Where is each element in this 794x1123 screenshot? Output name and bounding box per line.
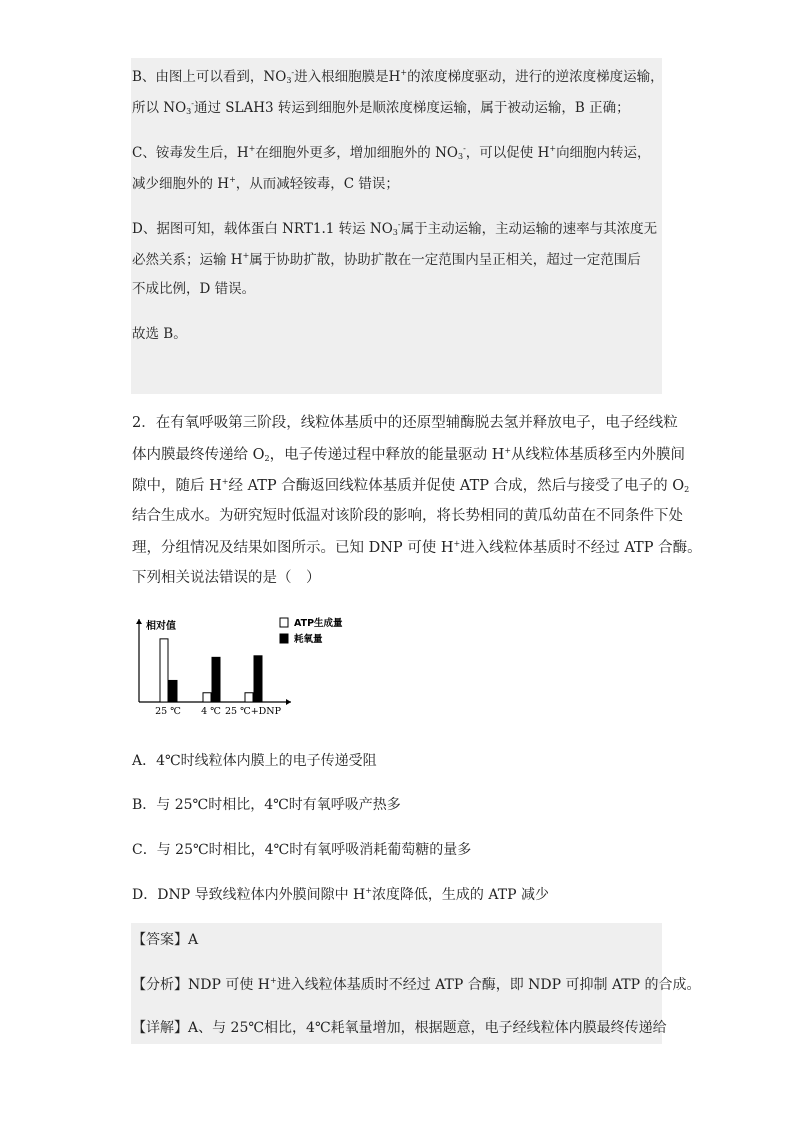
bar-2-3 — [254, 656, 262, 702]
answer-line-3: 【详解】A、与 25℃相比，4℃耗氧量增加，根据题意，电子经线粒体内膜最终传递给 — [132, 1020, 667, 1036]
explanation-line-3: C、铵毒发生后，H+在细胞外更多，增加细胞外的 $NO_3^-$，可以促使 H+向细胞内转运， — [132, 144, 651, 161]
y-axis-arrow — [136, 619, 142, 624]
option-2: B．与 25℃时相比，4℃时有氧呼吸产热多 — [132, 797, 401, 813]
answer-line-1: 【答案】A — [132, 932, 199, 948]
legend-swatch-1 — [280, 618, 288, 627]
explanation-line-5: D、据图可知，载体蛋白 NRT1.1 转运 $NO_3^-$属于主动运输，主动运输的速率与其浓度无 — [132, 220, 658, 237]
question-line-3: 隙中，随后 H+经 ATP 合酶返回线粒体基质并促使 ATP 合成，然后与接受了电子的 $O_2$ — [132, 477, 690, 494]
explanation-line-2: 所以 $NO_3^-$通过 SLAH3 转运到细胞外是顺浓度梯度运输，属于被动运输，B 正确； — [132, 99, 630, 116]
explanation-line-7: 不成比例，D 错误。 — [132, 281, 256, 297]
bar-1-1 — [160, 639, 168, 702]
option-3: C．与 25℃时相比，4℃时有氧呼吸消耗葡萄糖的量多 — [132, 842, 472, 858]
legend-swatch-2 — [280, 634, 288, 643]
x-axis-arrow — [286, 699, 291, 705]
x-tick-label-3: 25 ℃+DNP — [224, 706, 282, 717]
option-1: A．4℃时线粒体内膜上的电子传递受阻 — [132, 753, 377, 769]
answer-line-2: 【分析】NDP 可使 H+进入线粒体基质时不经过 ATP 合酶，即 NDP 可抑制 ATP 的合成。 — [132, 976, 701, 993]
explanation-line-4: 减少细胞外的 H+，从而减轻铵毒，C 错误； — [132, 175, 399, 192]
explanation-line-6: 必然关系；运输 H+属于协助扩散，协助扩散在一定范围内呈正相关，超过一定范围后 — [132, 251, 641, 268]
explanation-line-1: B、由图上可以看到，$NO_3^-$进入根细胞膜是H+的浓度梯度驱动，进行的逆浓度梯度运输， — [132, 68, 664, 85]
bar-1-2 — [203, 693, 211, 702]
question-line-5: 理，分组情况及结果如图所示。已知 DNP 可使 H+进入线粒体基质时不经过 ATP 合酶。 — [132, 539, 702, 556]
question-line-2: 体内膜最终传递给 $O_2$，电子传递过程中释放的能量驱动 H+从线粒体基质移至内外膜间 — [132, 446, 686, 463]
question-line-6: 下列相关说法错误的是（ ） — [132, 570, 321, 586]
bar-chart — [128, 611, 368, 721]
bar-2-1 — [169, 680, 177, 702]
y-axis-label: 相对值 — [146, 621, 176, 632]
legend-label-2: 耗氧量 — [294, 634, 323, 645]
bar-2-2 — [212, 657, 220, 702]
bar-1-3 — [245, 693, 253, 702]
question-line-1: 2．在有氧呼吸第三阶段，线粒体基质中的还原型辅酶脱去氢并释放电子，电子经线粒 — [132, 415, 678, 431]
x-tick-label-2: 4 ℃ — [201, 706, 221, 717]
question-line-4: 结合生成水。为研究短时低温对该阶段的影响，将长势相同的黄瓜幼苗在不同条件下处 — [132, 508, 683, 524]
legend-label-1: ATP生成量 — [294, 618, 343, 629]
x-tick-label-1: 25 ℃ — [155, 706, 181, 717]
explanation-line-8: 故选 B。 — [132, 326, 187, 342]
option-4: D．DNP 导致线粒体内外膜间隙中 H+浓度降低，生成的 ATP 减少 — [132, 886, 549, 903]
